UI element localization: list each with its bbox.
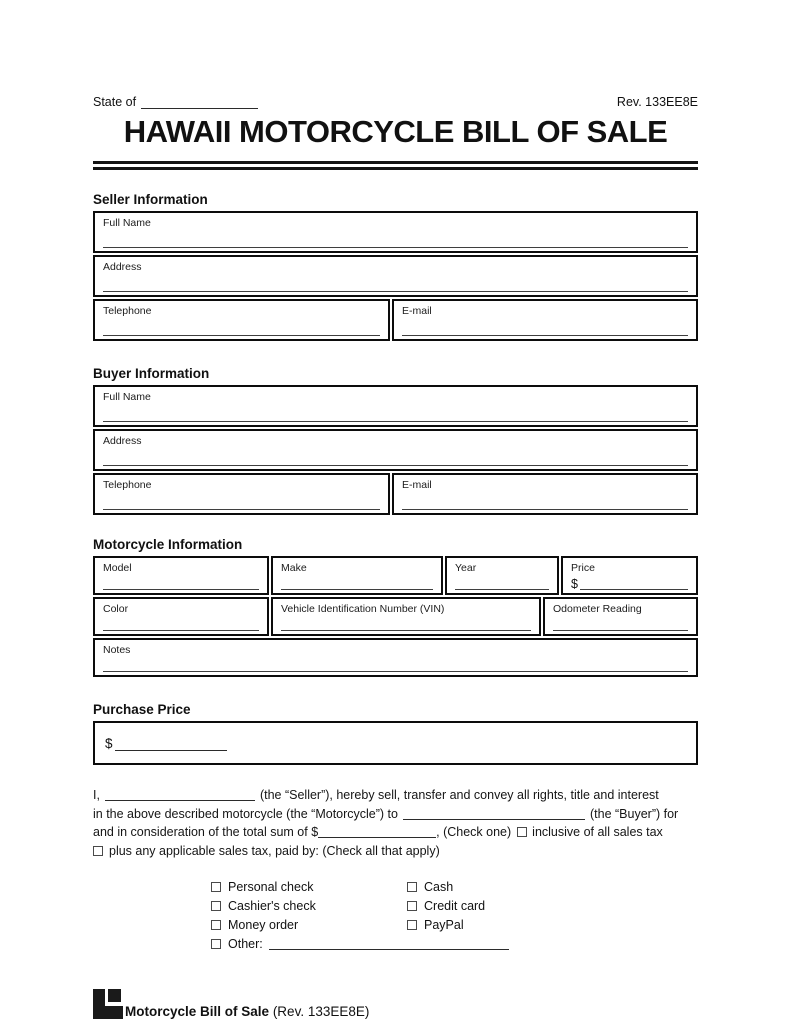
buyer-name-blank[interactable] xyxy=(403,809,585,820)
buyer-email-cell xyxy=(392,473,698,515)
footer-text xyxy=(125,1004,369,1019)
payment-options xyxy=(93,877,698,953)
buyer-email-field[interactable] xyxy=(402,509,688,510)
buyer-telephone-label: Telephone xyxy=(103,479,152,491)
vin-field[interactable] xyxy=(281,630,531,631)
payment-row-3 xyxy=(93,915,698,934)
price-label: Price xyxy=(571,562,595,574)
agreement-line1-post: (the “Seller”), hereby sell, transfer and convey all rights, title and interest xyxy=(259,788,659,802)
seller-full-name-field[interactable] xyxy=(103,247,688,248)
purchase-price-currency-symbol: $ xyxy=(105,735,113,751)
buyer-full-name-cell xyxy=(93,385,698,427)
notes-label: Notes xyxy=(103,644,131,656)
buyer-full-name-label: Full Name xyxy=(103,391,151,403)
seller-telephone-field[interactable] xyxy=(103,335,380,336)
buyer-address-field[interactable] xyxy=(103,465,688,466)
plus-sales-tax-checkbox[interactable] xyxy=(93,846,103,856)
payment-option-cashiers-check xyxy=(211,899,407,913)
agreement-line2-pre: in the above described motorcycle (the “Motorcycle”) to xyxy=(93,806,398,821)
seller-address-field[interactable] xyxy=(103,291,688,292)
seller-full-name-label: Full Name xyxy=(103,217,151,229)
odometer-field[interactable] xyxy=(553,630,688,631)
purchase-price-field[interactable] xyxy=(115,736,227,751)
cashiers-check-label: Cashier's check xyxy=(228,898,316,913)
paypal-checkbox[interactable] xyxy=(407,920,417,930)
color-label: Color xyxy=(103,603,129,615)
personal-check-checkbox[interactable] xyxy=(211,882,221,892)
seller-address-cell xyxy=(93,255,698,297)
other-checkbox[interactable] xyxy=(211,939,221,949)
purchase-price-box xyxy=(93,721,698,765)
payment-row-2 xyxy=(93,896,698,915)
other-field[interactable] xyxy=(269,938,509,950)
buyer-email-label: E-mail xyxy=(402,479,432,491)
seller-section-title: Seller Information xyxy=(93,192,208,207)
seller-full-name-cell xyxy=(93,211,698,253)
payment-option-credit-card xyxy=(407,899,485,913)
seller-address-label: Address xyxy=(103,261,142,273)
agreement-line-2 xyxy=(93,805,698,824)
price-cell xyxy=(561,556,698,595)
payment-option-personal-check xyxy=(211,880,407,894)
buyer-telephone-cell xyxy=(93,473,390,515)
cash-checkbox[interactable] xyxy=(407,882,417,892)
seller-email-label: E-mail xyxy=(402,305,432,317)
header-row xyxy=(93,92,698,109)
total-sum-blank[interactable] xyxy=(318,827,436,838)
personal-check-label: Personal check xyxy=(228,879,314,894)
motorcycle-box xyxy=(93,556,698,677)
agreement-line-4 xyxy=(93,842,698,861)
plus-sales-tax-label: plus any applicable sales tax, paid by: (Check all that apply) xyxy=(109,843,440,858)
cash-label: Cash xyxy=(424,879,454,894)
agreement-line3-pre: and in consideration of the total sum of $ xyxy=(93,825,319,839)
seller-telephone-cell xyxy=(93,299,390,341)
year-field[interactable] xyxy=(455,589,549,590)
payment-option-paypal xyxy=(407,918,464,932)
price-currency-symbol: $ xyxy=(571,577,578,591)
model-cell xyxy=(93,556,269,595)
payment-option-other xyxy=(211,937,509,951)
agreement-line-3 xyxy=(93,823,698,842)
purchase-price-section-title: Purchase Price xyxy=(93,702,191,717)
seller-email-field[interactable] xyxy=(402,335,688,336)
credit-card-checkbox[interactable] xyxy=(407,901,417,911)
vin-label: Vehicle Identification Number (VIN) xyxy=(281,603,445,615)
legal-templates-logo-icon xyxy=(93,989,123,1019)
title-divider xyxy=(93,161,698,170)
state-of-group xyxy=(93,95,258,109)
buyer-address-label: Address xyxy=(103,435,142,447)
revision-label: Rev. 133EE8E xyxy=(616,95,698,109)
odometer-label: Odometer Reading xyxy=(553,603,642,615)
paypal-label: PayPal xyxy=(424,917,464,932)
seller-name-blank[interactable] xyxy=(105,790,255,801)
buyer-address-cell xyxy=(93,429,698,471)
money-order-label: Money order xyxy=(228,917,299,932)
motorcycle-section-title: Motorcycle Information xyxy=(93,537,243,552)
price-field[interactable] xyxy=(580,589,688,590)
footer xyxy=(93,989,698,1019)
agreement-line2-post: (the “Buyer”) for xyxy=(590,806,679,821)
year-label: Year xyxy=(455,562,477,574)
seller-box xyxy=(93,211,698,341)
buyer-full-name-field[interactable] xyxy=(103,421,688,422)
payment-row-4 xyxy=(93,934,698,953)
cashiers-check-checkbox[interactable] xyxy=(211,901,221,911)
credit-card-label: Credit card xyxy=(424,898,486,913)
odometer-cell xyxy=(543,597,698,636)
year-cell xyxy=(445,556,559,595)
payment-row-1 xyxy=(93,877,698,896)
model-field[interactable] xyxy=(103,589,259,590)
make-cell xyxy=(271,556,443,595)
buyer-telephone-field[interactable] xyxy=(103,509,380,510)
agreement-line-1 xyxy=(93,786,698,805)
color-field[interactable] xyxy=(103,630,259,631)
notes-cell xyxy=(93,638,698,677)
page-title: HAWAII MOTORCYCLE BILL OF SALE xyxy=(123,114,668,149)
notes-field[interactable] xyxy=(103,671,688,672)
seller-telephone-label: Telephone xyxy=(103,305,152,317)
buyer-box xyxy=(93,385,698,515)
footer-doc-revision: (Rev. 133EE8E) xyxy=(272,1004,370,1019)
model-label: Model xyxy=(103,562,132,574)
payment-option-cash xyxy=(407,880,453,894)
agreement-line3-mid: , (Check one) xyxy=(436,825,512,839)
payment-option-money-order xyxy=(211,918,407,932)
inclusive-sales-tax-checkbox[interactable] xyxy=(517,827,527,837)
buyer-section-title: Buyer Information xyxy=(93,366,210,381)
money-order-checkbox[interactable] xyxy=(211,920,221,930)
seller-email-cell xyxy=(392,299,698,341)
inclusive-sales-tax-label: inclusive of all sales tax xyxy=(532,825,663,839)
color-cell xyxy=(93,597,269,636)
make-label: Make xyxy=(281,562,307,574)
vin-cell xyxy=(271,597,541,636)
state-field[interactable] xyxy=(141,96,258,109)
make-field[interactable] xyxy=(281,589,433,590)
footer-doc-title: Motorcycle Bill of Sale xyxy=(125,1004,270,1019)
state-of-label: State of xyxy=(93,95,137,109)
other-label: Other: xyxy=(228,936,263,951)
agreement-line1-pre: I, xyxy=(93,788,100,802)
agreement-paragraph xyxy=(93,786,698,860)
